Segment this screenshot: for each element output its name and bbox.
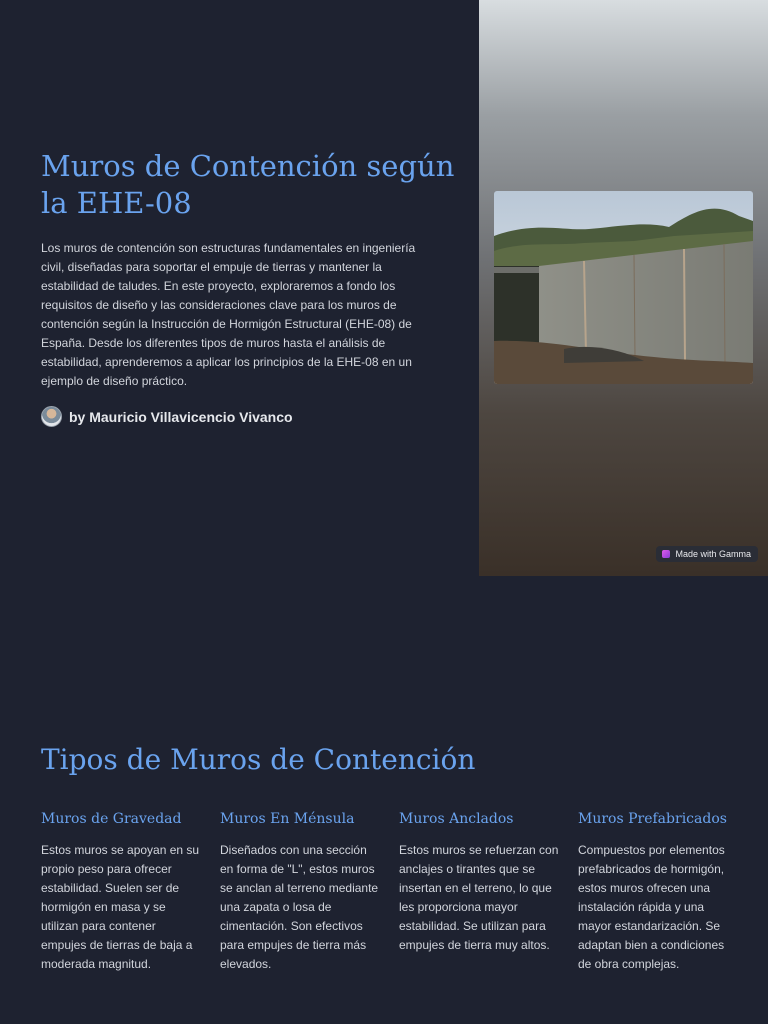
card-anchored-walls [399,808,559,955]
card-title: Muros Prefabricados [578,811,727,827]
author-name: by Mauricio Villavicencio Vivanco [69,408,293,425]
author-byline [41,406,293,427]
avatar [41,406,62,427]
retaining-wall-image [494,191,753,384]
card-title: Muros Anclados [399,811,514,827]
intro-paragraph: Los muros de contención son estructuras fundamentales en ingeniería civil, diseñadas para soportar el empuje de tierras y mantener la estabilidad de taludes. En este proyecto, exploraremos a fondo los requisitos de diseño y las consideraciones clave para los muros de contención según la Instrucción de Hormigón Estructural (EHE-08) de España. Desde los diferentes tipos de muros hasta el análisis de estabilidad, aprenderemos a aplicar los principios de la EHE-08 en un ejemplo de diseño práctico. [41,241,416,388]
card-precast-walls [578,808,738,974]
made-with-gamma-badge[interactable] [656,546,758,562]
badge-label: Made with Gamma [675,549,751,559]
card-text: Estos muros se apoyan en su propio peso para ofrecer estabilidad. Suelen ser de hormigón en masa y se utilizan para contener empujes de tierras de baja a moderada magnitud. [41,843,200,971]
hero-image-panel [479,0,768,576]
retaining-wall-photo [494,191,753,384]
card-text: Compuestos por elementos prefabricados de hormigón, estos muros ofrecen una instalación rápida y una mayor estandarización. Se adaptan bien a condiciones de obra complejas. [578,843,725,971]
card-text: Estos muros se refuerzan con anclajes o tirantes que se insertan en el terreno, lo que les proporciona mayor estabilidad. Se utilizan para empujes de tierra muy altos. [399,843,559,952]
card-title: Muros de Gravedad [41,811,182,827]
card-gravity-walls [41,808,201,974]
page-title: Muros de Contención según la EHE-08 [41,149,455,220]
section-title: Tipos de Muros de Contención [41,743,476,776]
card-title: Muros En Ménsula [220,811,355,827]
card-text: Diseñados con una sección en forma de "L", estos muros se anclan al terreno mediante una zapata o losa de cimentación. Son efectivos para empujes de tierra más elevados. [220,843,379,971]
card-cantilever-walls [220,808,380,974]
gamma-logo-icon [662,550,670,558]
